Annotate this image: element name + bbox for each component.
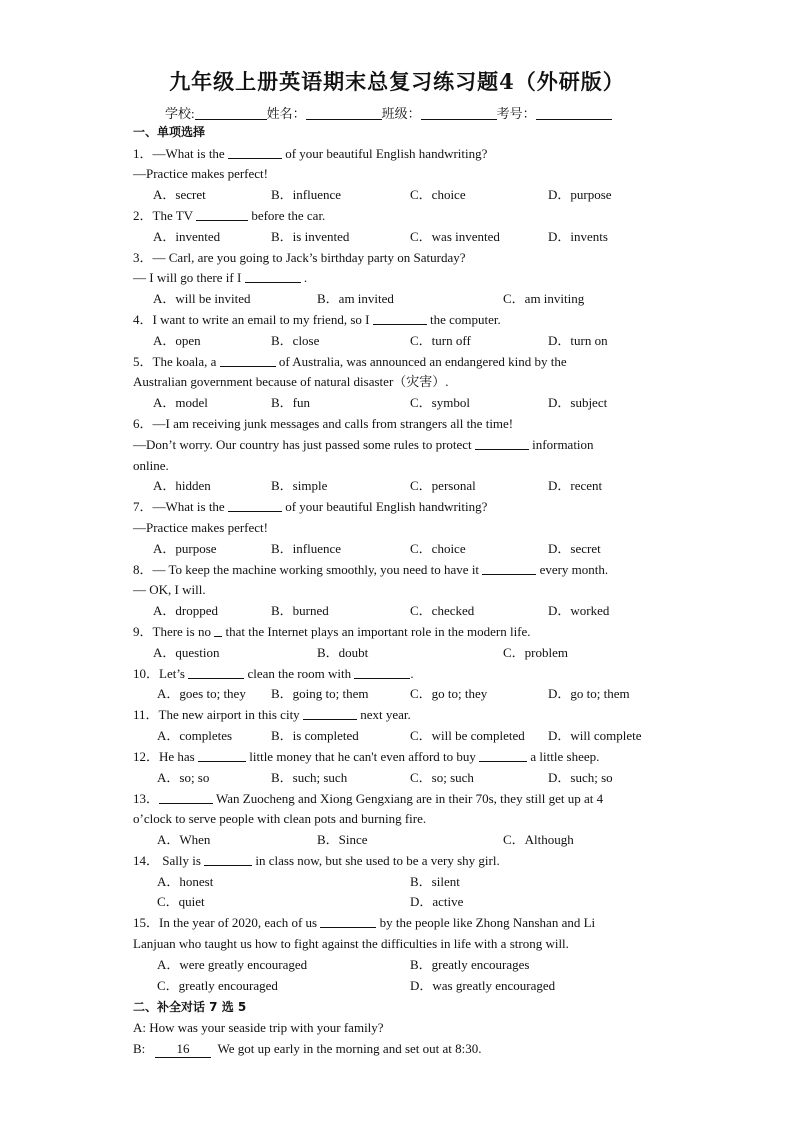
dialog-line-b — [133, 1041, 482, 1058]
answer-blank — [159, 791, 213, 804]
option-b[interactable]: B．such; such — [271, 770, 348, 785]
number-blank[interactable] — [536, 106, 612, 120]
option-d[interactable]: D．secret — [548, 541, 601, 556]
school-label: 学校: — [165, 106, 195, 121]
section-heading-1: 一、单项选择 — [133, 125, 206, 139]
option-c[interactable]: C．choice — [410, 541, 466, 556]
question-text: information — [532, 437, 594, 452]
option-d[interactable]: D．go to; them — [548, 686, 630, 701]
option-d[interactable]: D．invents — [548, 229, 608, 244]
question-3-stem: 3．— Carl, are you going to Jack’s birthday party on Saturday? — [133, 250, 466, 265]
answer-blank — [220, 354, 276, 367]
question-text: . — [303, 270, 308, 285]
question-text: —Don’t worry. Our country has just passed some rules to protect — [133, 437, 472, 452]
question-text: next year. — [360, 707, 411, 722]
option-a[interactable]: A．so; so — [157, 770, 210, 785]
option-d[interactable]: D．purpose — [548, 187, 612, 202]
option-b[interactable]: B．influence — [271, 541, 342, 556]
question-10-stem — [133, 666, 414, 682]
question-8-stem — [133, 562, 608, 578]
answer-blank — [320, 915, 376, 928]
question-1-stem — [133, 146, 487, 162]
option-c[interactable]: C．turn off — [410, 333, 471, 348]
question-1-response: —Practice makes perfect! — [133, 166, 268, 181]
option-c[interactable]: C．greatly encouraged — [157, 978, 278, 993]
option-c[interactable]: C．checked — [410, 603, 475, 618]
option-d[interactable]: D．was greatly encouraged — [410, 978, 556, 993]
option-d[interactable]: D．active — [410, 894, 464, 909]
question-text: — I will go there if I — [133, 270, 242, 285]
question-text: 7．—What is the — [133, 499, 225, 514]
option-d[interactable]: D．turn on — [548, 333, 608, 348]
name-blank[interactable] — [306, 106, 382, 120]
option-b[interactable]: B．close — [271, 333, 320, 348]
question-11-stem — [133, 707, 411, 723]
question-text: the computer. — [429, 312, 501, 327]
question-5-stem — [133, 354, 567, 370]
answer-blank — [214, 624, 222, 637]
question-text: 9．There is no — [133, 624, 211, 639]
question-6-response-cont: online. — [133, 458, 169, 473]
option-b[interactable]: B．is invented — [271, 229, 350, 244]
dialog-blank-16[interactable]: 16 — [155, 1041, 211, 1058]
option-b[interactable]: B．going to; them — [271, 686, 369, 701]
option-b[interactable]: B．simple — [271, 478, 328, 493]
option-b[interactable]: B．doubt — [317, 645, 369, 660]
option-a[interactable]: A．completes — [157, 728, 233, 743]
question-text: clean the room with — [247, 666, 352, 681]
option-a[interactable]: A．secret — [153, 187, 206, 202]
question-text: 2．The TV — [133, 208, 193, 223]
option-a[interactable]: A．open — [153, 333, 201, 348]
class-label: 班级： — [381, 106, 421, 121]
option-a[interactable]: A．invented — [153, 229, 221, 244]
option-b[interactable]: B．Since — [317, 832, 368, 847]
question-2-stem — [133, 208, 325, 224]
option-b[interactable]: B．influence — [271, 187, 342, 202]
answer-blank — [479, 749, 527, 762]
option-b[interactable]: B．greatly encourages — [410, 957, 530, 972]
question-6-response — [133, 437, 594, 453]
option-c[interactable]: C．am inviting — [503, 291, 585, 306]
question-5-stem-cont: Australian government because of natural disaster（灾害）. — [133, 374, 449, 389]
question-text: of Australia, was announced an endangered kind by the — [278, 354, 567, 369]
question-15-stem-cont: Lanjuan who taught us how to fight against the difficulties in life with a strong will. — [133, 936, 569, 951]
option-c[interactable]: C．problem — [503, 645, 568, 660]
option-d[interactable]: D．such; so — [548, 770, 613, 785]
question-4-stem — [133, 312, 501, 328]
option-a[interactable]: A．hidden — [153, 478, 211, 493]
question-12-stem — [133, 749, 599, 765]
question-text: of your beautiful English handwriting? — [285, 146, 488, 161]
question-13-stem — [133, 791, 603, 807]
dialog-text: We got up early in the morning and set out at 8:30. — [217, 1041, 482, 1056]
option-a[interactable]: A．goes to; they — [157, 686, 246, 701]
option-c[interactable]: C．was invented — [410, 229, 500, 244]
student-info-row — [165, 103, 612, 122]
answer-blank — [475, 437, 529, 450]
option-a[interactable]: A．were greatly encouraged — [157, 957, 308, 972]
answer-blank — [188, 666, 244, 679]
answer-blank — [354, 666, 410, 679]
question-text: 4．I want to write an email to my friend, so I — [133, 312, 370, 327]
question-15-stem — [133, 915, 595, 931]
question-3-response — [133, 270, 307, 286]
option-b[interactable]: B．fun — [271, 395, 311, 410]
option-a[interactable]: A．dropped — [153, 603, 218, 618]
question-7-response: —Practice makes perfect! — [133, 520, 268, 535]
number-label: 考号： — [496, 106, 536, 121]
option-c[interactable]: C．choice — [410, 187, 466, 202]
question-13-stem-cont: o’clock to serve people with clean pots and burning fire. — [133, 811, 427, 826]
option-a[interactable]: A．question — [153, 645, 220, 660]
answer-blank — [196, 208, 248, 221]
option-c[interactable]: C．Although — [503, 832, 574, 847]
question-text: every month. — [539, 562, 609, 577]
question-8-response: — OK, I will. — [133, 582, 206, 597]
option-b[interactable]: B．is completed — [271, 728, 359, 743]
option-d[interactable]: D．will complete — [548, 728, 642, 743]
question-text: 5．The koala, a — [133, 354, 217, 369]
option-d[interactable]: D．worked — [548, 603, 610, 618]
speaker-label: B: — [133, 1041, 146, 1056]
option-a[interactable]: A．model — [153, 395, 208, 410]
question-14-stem — [133, 853, 500, 869]
answer-blank — [198, 749, 246, 762]
page-title: 九年级上册英语期末总复习练习题4（外研版） — [169, 69, 625, 94]
option-c[interactable]: C．will be completed — [410, 728, 525, 743]
option-b[interactable]: B．burned — [271, 603, 329, 618]
question-text: 10．Let’s — [133, 666, 185, 681]
option-c[interactable]: C．personal — [410, 478, 476, 493]
question-text: . — [410, 666, 414, 681]
option-a[interactable]: A．When — [157, 832, 211, 847]
answer-blank — [482, 562, 536, 575]
question-text: 12．He has — [133, 749, 195, 764]
question-text: by the people like Zhong Nanshan and Li — [379, 915, 596, 930]
question-text: 1．—What is the — [133, 146, 225, 161]
question-7-stem — [133, 499, 487, 515]
question-text: 15．In the year of 2020, each of us — [133, 915, 318, 930]
answer-blank — [204, 853, 252, 866]
answer-blank — [245, 270, 301, 283]
answer-blank — [228, 499, 282, 512]
question-text: 11．The new airport in this city — [133, 707, 300, 722]
class-blank[interactable] — [421, 106, 497, 120]
name-label: 姓名： — [266, 106, 306, 121]
option-a[interactable]: A．will be invited — [153, 291, 251, 306]
question-text: in class now, but she used to be a very shy girl. — [255, 853, 500, 868]
question-text: before the car. — [251, 208, 326, 223]
option-c[interactable]: C．go to; they — [410, 686, 488, 701]
option-b[interactable]: B．silent — [410, 874, 460, 889]
question-text: a little sheep. — [530, 749, 600, 764]
question-text: Wan Zuocheng and Xiong Gengxiang are in their 70s, they still get up at 4 — [216, 791, 604, 806]
option-a[interactable]: A．purpose — [153, 541, 217, 556]
answer-blank — [373, 312, 427, 325]
answer-blank — [303, 707, 357, 720]
option-c[interactable]: C．so; such — [410, 770, 474, 785]
option-c[interactable]: C．quiet — [157, 894, 205, 909]
option-b[interactable]: B．am invited — [317, 291, 394, 306]
question-text: 8．— To keep the machine working smoothly, you need to have it — [133, 562, 480, 577]
question-text: 14． Sally is — [133, 853, 201, 868]
question-text: 13． — [133, 791, 160, 806]
option-c[interactable]: C．symbol — [410, 395, 470, 410]
school-blank[interactable] — [195, 106, 267, 120]
question-text: that the Internet plays an important role in the modern life. — [225, 624, 531, 639]
question-6-stem: 6．—I am receiving junk messages and calls from strangers all the time! — [133, 416, 514, 431]
dialog-line-a: A: How was your seaside trip with your family? — [133, 1020, 384, 1035]
option-d[interactable]: D．subject — [548, 395, 608, 410]
answer-blank — [228, 146, 282, 159]
question-text: little money that he can't even afford to buy — [249, 749, 476, 764]
question-9-stem — [133, 624, 531, 640]
option-a[interactable]: A．honest — [157, 874, 214, 889]
section-heading-2: 二、补全对话 7 选 5 — [133, 1000, 247, 1014]
option-d[interactable]: D．recent — [548, 478, 603, 493]
question-text: of your beautiful English handwriting? — [285, 499, 488, 514]
